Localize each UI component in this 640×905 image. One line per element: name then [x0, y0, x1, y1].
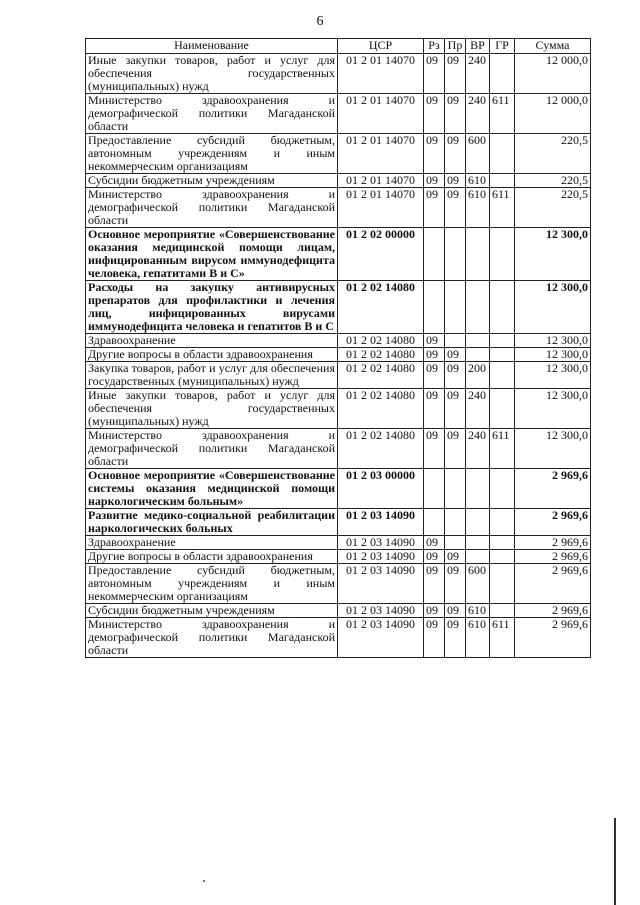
cell-name: Субсидии бюджетным учреждениям	[86, 174, 338, 188]
header-csr: ЦСР	[338, 39, 424, 54]
cell-vr: 610	[466, 604, 490, 618]
cell-rz	[424, 509, 445, 536]
header-gr: ГР	[490, 39, 515, 54]
cell-csr: 01 2 03 14090	[338, 604, 424, 618]
cell-csr: 01 2 02 00000	[338, 228, 424, 281]
cell-gr	[490, 469, 515, 509]
table-row	[86, 94, 591, 134]
table-row	[86, 134, 591, 174]
cell-sum: 2 969,6	[515, 509, 591, 536]
cell-pr: 09	[445, 188, 466, 228]
page-number: 6	[316, 14, 324, 29]
cell-name: Министерство здравоохранения и демографической политики Магаданской области	[86, 188, 338, 228]
cell-name: Другие вопросы в области здравоохранения	[86, 348, 338, 362]
cell-rz: 09	[424, 564, 445, 604]
cell-rz: 09	[424, 134, 445, 174]
cell-pr: 09	[445, 348, 466, 362]
cell-csr: 01 2 03 14090	[338, 509, 424, 536]
cell-pr: 09	[445, 362, 466, 389]
cell-name: Основное мероприятие «Совершенствование оказания медицинской помощи лицам, инфицированным вирусом иммунодефицита человека, гепатитами В и С»	[86, 228, 338, 281]
table-row	[86, 618, 591, 658]
cell-name: Министерство здравоохранения и демографической политики Магаданской области	[86, 94, 338, 134]
cell-csr: 01 2 03 14090	[338, 564, 424, 604]
cell-pr	[445, 228, 466, 281]
table-header-row	[86, 39, 591, 54]
cell-vr	[466, 334, 490, 348]
table-body	[86, 54, 591, 658]
cell-sum: 12 300,0	[515, 362, 591, 389]
cell-csr: 01 2 03 14090	[338, 618, 424, 658]
table-row	[86, 429, 591, 469]
cell-pr: 09	[445, 389, 466, 429]
header-vr: ВР	[466, 39, 490, 54]
cell-csr: 01 2 01 14070	[338, 94, 424, 134]
cell-vr	[466, 469, 490, 509]
cell-csr: 01 2 01 14070	[338, 188, 424, 228]
cell-vr	[466, 550, 490, 564]
cell-csr: 01 2 02 14080	[338, 389, 424, 429]
cell-rz: 09	[424, 429, 445, 469]
table-row	[86, 362, 591, 389]
cell-gr	[490, 228, 515, 281]
cell-vr: 600	[466, 564, 490, 604]
cell-rz: 09	[424, 536, 445, 550]
cell-vr	[466, 348, 490, 362]
cell-sum: 12 000,0	[515, 94, 591, 134]
cell-sum: 12 300,0	[515, 389, 591, 429]
cell-gr	[490, 536, 515, 550]
cell-name: Министерство здравоохранения и демографической политики Магаданской области	[86, 618, 338, 658]
cell-sum: 2 969,6	[515, 550, 591, 564]
cell-pr	[445, 334, 466, 348]
table-row	[86, 334, 591, 348]
cell-gr	[490, 134, 515, 174]
cell-name: Закупка товаров, работ и услуг для обеспечения государственных (муниципальных) нужд	[86, 362, 338, 389]
table-row	[86, 174, 591, 188]
cell-name: Другие вопросы в области здравоохранения	[86, 550, 338, 564]
cell-vr: 610	[466, 174, 490, 188]
cell-sum: 2 969,6	[515, 469, 591, 509]
cell-rz	[424, 228, 445, 281]
cell-gr	[490, 54, 515, 94]
cell-pr	[445, 536, 466, 550]
cell-pr: 09	[445, 618, 466, 658]
scan-edge-line	[614, 818, 616, 905]
cell-sum: 220,5	[515, 188, 591, 228]
table-row	[86, 564, 591, 604]
cell-vr	[466, 281, 490, 334]
cell-csr: 01 2 03 14090	[338, 536, 424, 550]
cell-rz: 09	[424, 604, 445, 618]
cell-sum: 2 969,6	[515, 536, 591, 550]
header-pr: Пр	[445, 39, 466, 54]
cell-vr: 600	[466, 134, 490, 174]
table-row	[86, 509, 591, 536]
cell-name: Расходы на закупку антивирусных препаратов для профилактики и лечения лиц, инфицированных вирусами иммунодефицита человека и гепатитов В и С	[86, 281, 338, 334]
cell-rz	[424, 281, 445, 334]
cell-gr	[490, 174, 515, 188]
cell-gr: 611	[490, 94, 515, 134]
cell-gr	[490, 604, 515, 618]
cell-rz	[424, 469, 445, 509]
cell-sum: 12 300,0	[515, 429, 591, 469]
cell-csr: 01 2 01 14070	[338, 134, 424, 174]
cell-vr	[466, 228, 490, 281]
table-row	[86, 469, 591, 509]
cell-csr: 01 2 03 00000	[338, 469, 424, 509]
cell-pr: 09	[445, 429, 466, 469]
cell-name: Предоставление субсидий бюджетным, автономным учреждениям и иным некоммерческим организациям	[86, 564, 338, 604]
cell-vr: 200	[466, 362, 490, 389]
cell-name: Иные закупки товаров, работ и услуг для обеспечения государственных (муниципальных) нужд	[86, 389, 338, 429]
cell-pr	[445, 281, 466, 334]
cell-sum: 12 300,0	[515, 334, 591, 348]
table-row	[86, 550, 591, 564]
cell-gr	[490, 348, 515, 362]
table-row	[86, 54, 591, 94]
cell-vr: 240	[466, 54, 490, 94]
cell-csr: 01 2 02 14080	[338, 362, 424, 389]
cell-name: Основное мероприятие «Совершенствование системы оказания медицинской помощи наркологическим больным»	[86, 469, 338, 509]
cell-rz: 09	[424, 334, 445, 348]
cell-sum: 2 969,6	[515, 618, 591, 658]
cell-name: Предоставление субсидий бюджетным, автономным учреждениям и иным некоммерческим организациям	[86, 134, 338, 174]
cell-vr: 610	[466, 188, 490, 228]
cell-rz: 09	[424, 618, 445, 658]
cell-vr: 240	[466, 389, 490, 429]
cell-name: Здравоохранение	[86, 334, 338, 348]
table-row	[86, 604, 591, 618]
cell-gr	[490, 564, 515, 604]
header-rz: Рз	[424, 39, 445, 54]
cell-name: Иные закупки товаров, работ и услуг для обеспечения государственных (муниципальных) нужд	[86, 54, 338, 94]
table-row	[86, 228, 591, 281]
cell-gr	[490, 334, 515, 348]
cell-pr: 09	[445, 134, 466, 174]
cell-pr: 09	[445, 550, 466, 564]
table-row	[86, 536, 591, 550]
cell-name: Министерство здравоохранения и демографической политики Магаданской области	[86, 429, 338, 469]
table-row	[86, 389, 591, 429]
cell-name: Субсидии бюджетным учреждениям	[86, 604, 338, 618]
cell-gr	[490, 362, 515, 389]
budget-table	[85, 38, 591, 658]
cell-sum: 12 300,0	[515, 281, 591, 334]
cell-gr: 611	[490, 618, 515, 658]
header-name: Наименование	[86, 39, 338, 54]
cell-sum: 12 300,0	[515, 348, 591, 362]
cell-rz: 09	[424, 94, 445, 134]
cell-pr: 09	[445, 564, 466, 604]
cell-sum: 12 300,0	[515, 228, 591, 281]
cell-gr	[490, 389, 515, 429]
cell-pr	[445, 509, 466, 536]
cell-rz: 09	[424, 348, 445, 362]
cell-gr	[490, 281, 515, 334]
cell-csr: 01 2 02 14080	[338, 281, 424, 334]
cell-csr: 01 2 03 14090	[338, 550, 424, 564]
table-row	[86, 188, 591, 228]
cell-sum: 220,5	[515, 174, 591, 188]
cell-gr	[490, 550, 515, 564]
table-row	[86, 348, 591, 362]
cell-rz: 09	[424, 389, 445, 429]
cell-pr: 09	[445, 174, 466, 188]
cell-csr: 01 2 02 14080	[338, 348, 424, 362]
cell-pr: 09	[445, 94, 466, 134]
cell-vr: 240	[466, 429, 490, 469]
cell-csr: 01 2 01 14070	[338, 54, 424, 94]
cell-csr: 01 2 02 14080	[338, 429, 424, 469]
cell-gr: 611	[490, 188, 515, 228]
scan-speck	[203, 880, 205, 882]
cell-pr: 09	[445, 54, 466, 94]
cell-vr	[466, 536, 490, 550]
header-sum: Сумма	[515, 39, 591, 54]
cell-sum: 220,5	[515, 134, 591, 174]
cell-csr: 01 2 01 14070	[338, 174, 424, 188]
cell-csr: 01 2 02 14080	[338, 334, 424, 348]
cell-gr	[490, 509, 515, 536]
cell-pr	[445, 469, 466, 509]
cell-sum: 2 969,6	[515, 604, 591, 618]
cell-rz: 09	[424, 362, 445, 389]
cell-rz: 09	[424, 174, 445, 188]
cell-name: Развитие медико-социальной реабилитации наркологических больных	[86, 509, 338, 536]
cell-rz: 09	[424, 54, 445, 94]
table-row	[86, 281, 591, 334]
cell-vr	[466, 509, 490, 536]
cell-rz: 09	[424, 550, 445, 564]
cell-gr: 611	[490, 429, 515, 469]
cell-name: Здравоохранение	[86, 536, 338, 550]
cell-vr: 610	[466, 618, 490, 658]
cell-sum: 2 969,6	[515, 564, 591, 604]
cell-sum: 12 000,0	[515, 54, 591, 94]
cell-pr: 09	[445, 604, 466, 618]
cell-vr: 240	[466, 94, 490, 134]
cell-rz: 09	[424, 188, 445, 228]
